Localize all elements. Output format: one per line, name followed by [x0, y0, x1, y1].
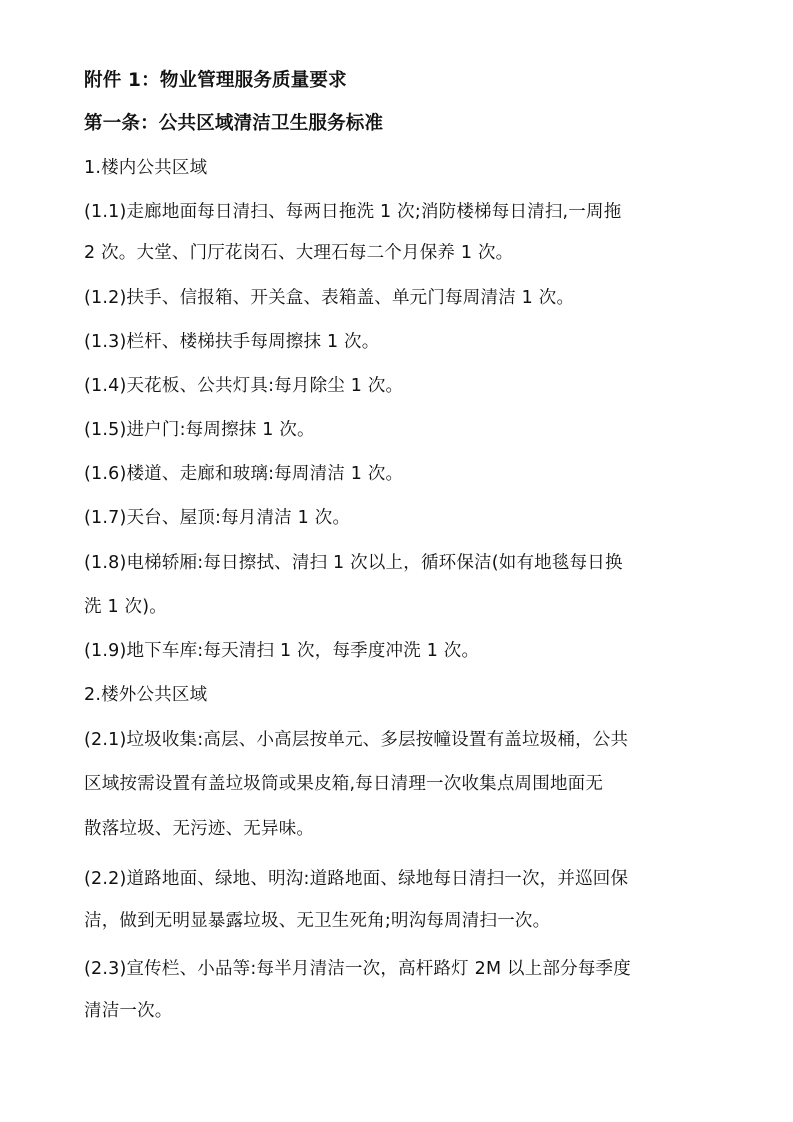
paragraph-line: (2.2)道路地面、绿地、明沟:道路地面、绿地每日清扫一次，并巡回保 [84, 869, 629, 889]
paragraph-line: (1.3)栏杆、楼梯扶手每周擦抹 1 次。 [84, 332, 380, 352]
paragraph-line: 散落垃圾、无污迹、无异味。 [84, 819, 315, 839]
section-heading: 1.楼内公共区域 [84, 158, 208, 178]
paragraph-line: 清洁一次。 [84, 1001, 173, 1021]
paragraph-line: (1.1)走廊地面每日清扫、每两日拖洗 1 次;消防楼梯每日清扫,一周拖 [84, 202, 622, 222]
paragraph-line: (1.7)天台、屋顶:每月清洁 1 次。 [84, 508, 351, 528]
paragraph-line: 区域按需设置有盖垃圾筒或果皮箱,每日清理一次收集点周围地面无 [84, 774, 604, 794]
paragraph-line: (1.8)电梯轿厢:每日擦拭、清扫 1 次以上，循环保洁(如有地毯每日换 [84, 553, 623, 573]
paragraph-line: 洗 1 次)。 [84, 597, 167, 617]
article-heading: 第一条：公共区域清洁卫生服务标准 [84, 113, 384, 134]
paragraph-line: (2.3)宣传栏、小品等:每半月清洁一次，高杆路灯 2M 以上部分每季度 [84, 959, 631, 979]
paragraph-line: (1.9)地下车库:每天清扫 1 次，每季度冲洗 1 次。 [84, 641, 480, 661]
paragraph-line: (1.2)扶手、信报箱、开关盒、表箱盖、单元门每周清洁 1 次。 [84, 288, 575, 308]
paragraph-line: (2.1)垃圾收集:高层、小高层按单元、多层按幢设置有盖垃圾桶，公共 [84, 730, 629, 750]
paragraph-line: (1.6)楼道、走廊和玻璃:每周清洁 1 次。 [84, 464, 404, 484]
paragraph-line: 2 次。大堂、门厅花岗石、大理石每二个月保养 1 次。 [84, 243, 514, 263]
paragraph-line: (1.5)进户门:每周擦抹 1 次。 [84, 420, 315, 440]
paragraph-line: (1.4)天花板、公共灯具:每月除尘 1 次。 [84, 376, 404, 396]
paragraph-line: 洁，做到无明显暴露垃圾、无卫生死角;明沟每周清扫一次。 [84, 911, 551, 931]
section-heading: 2.楼外公共区域 [84, 685, 208, 705]
document-title: 附件 1：物业管理服务质量要求 [84, 70, 347, 91]
